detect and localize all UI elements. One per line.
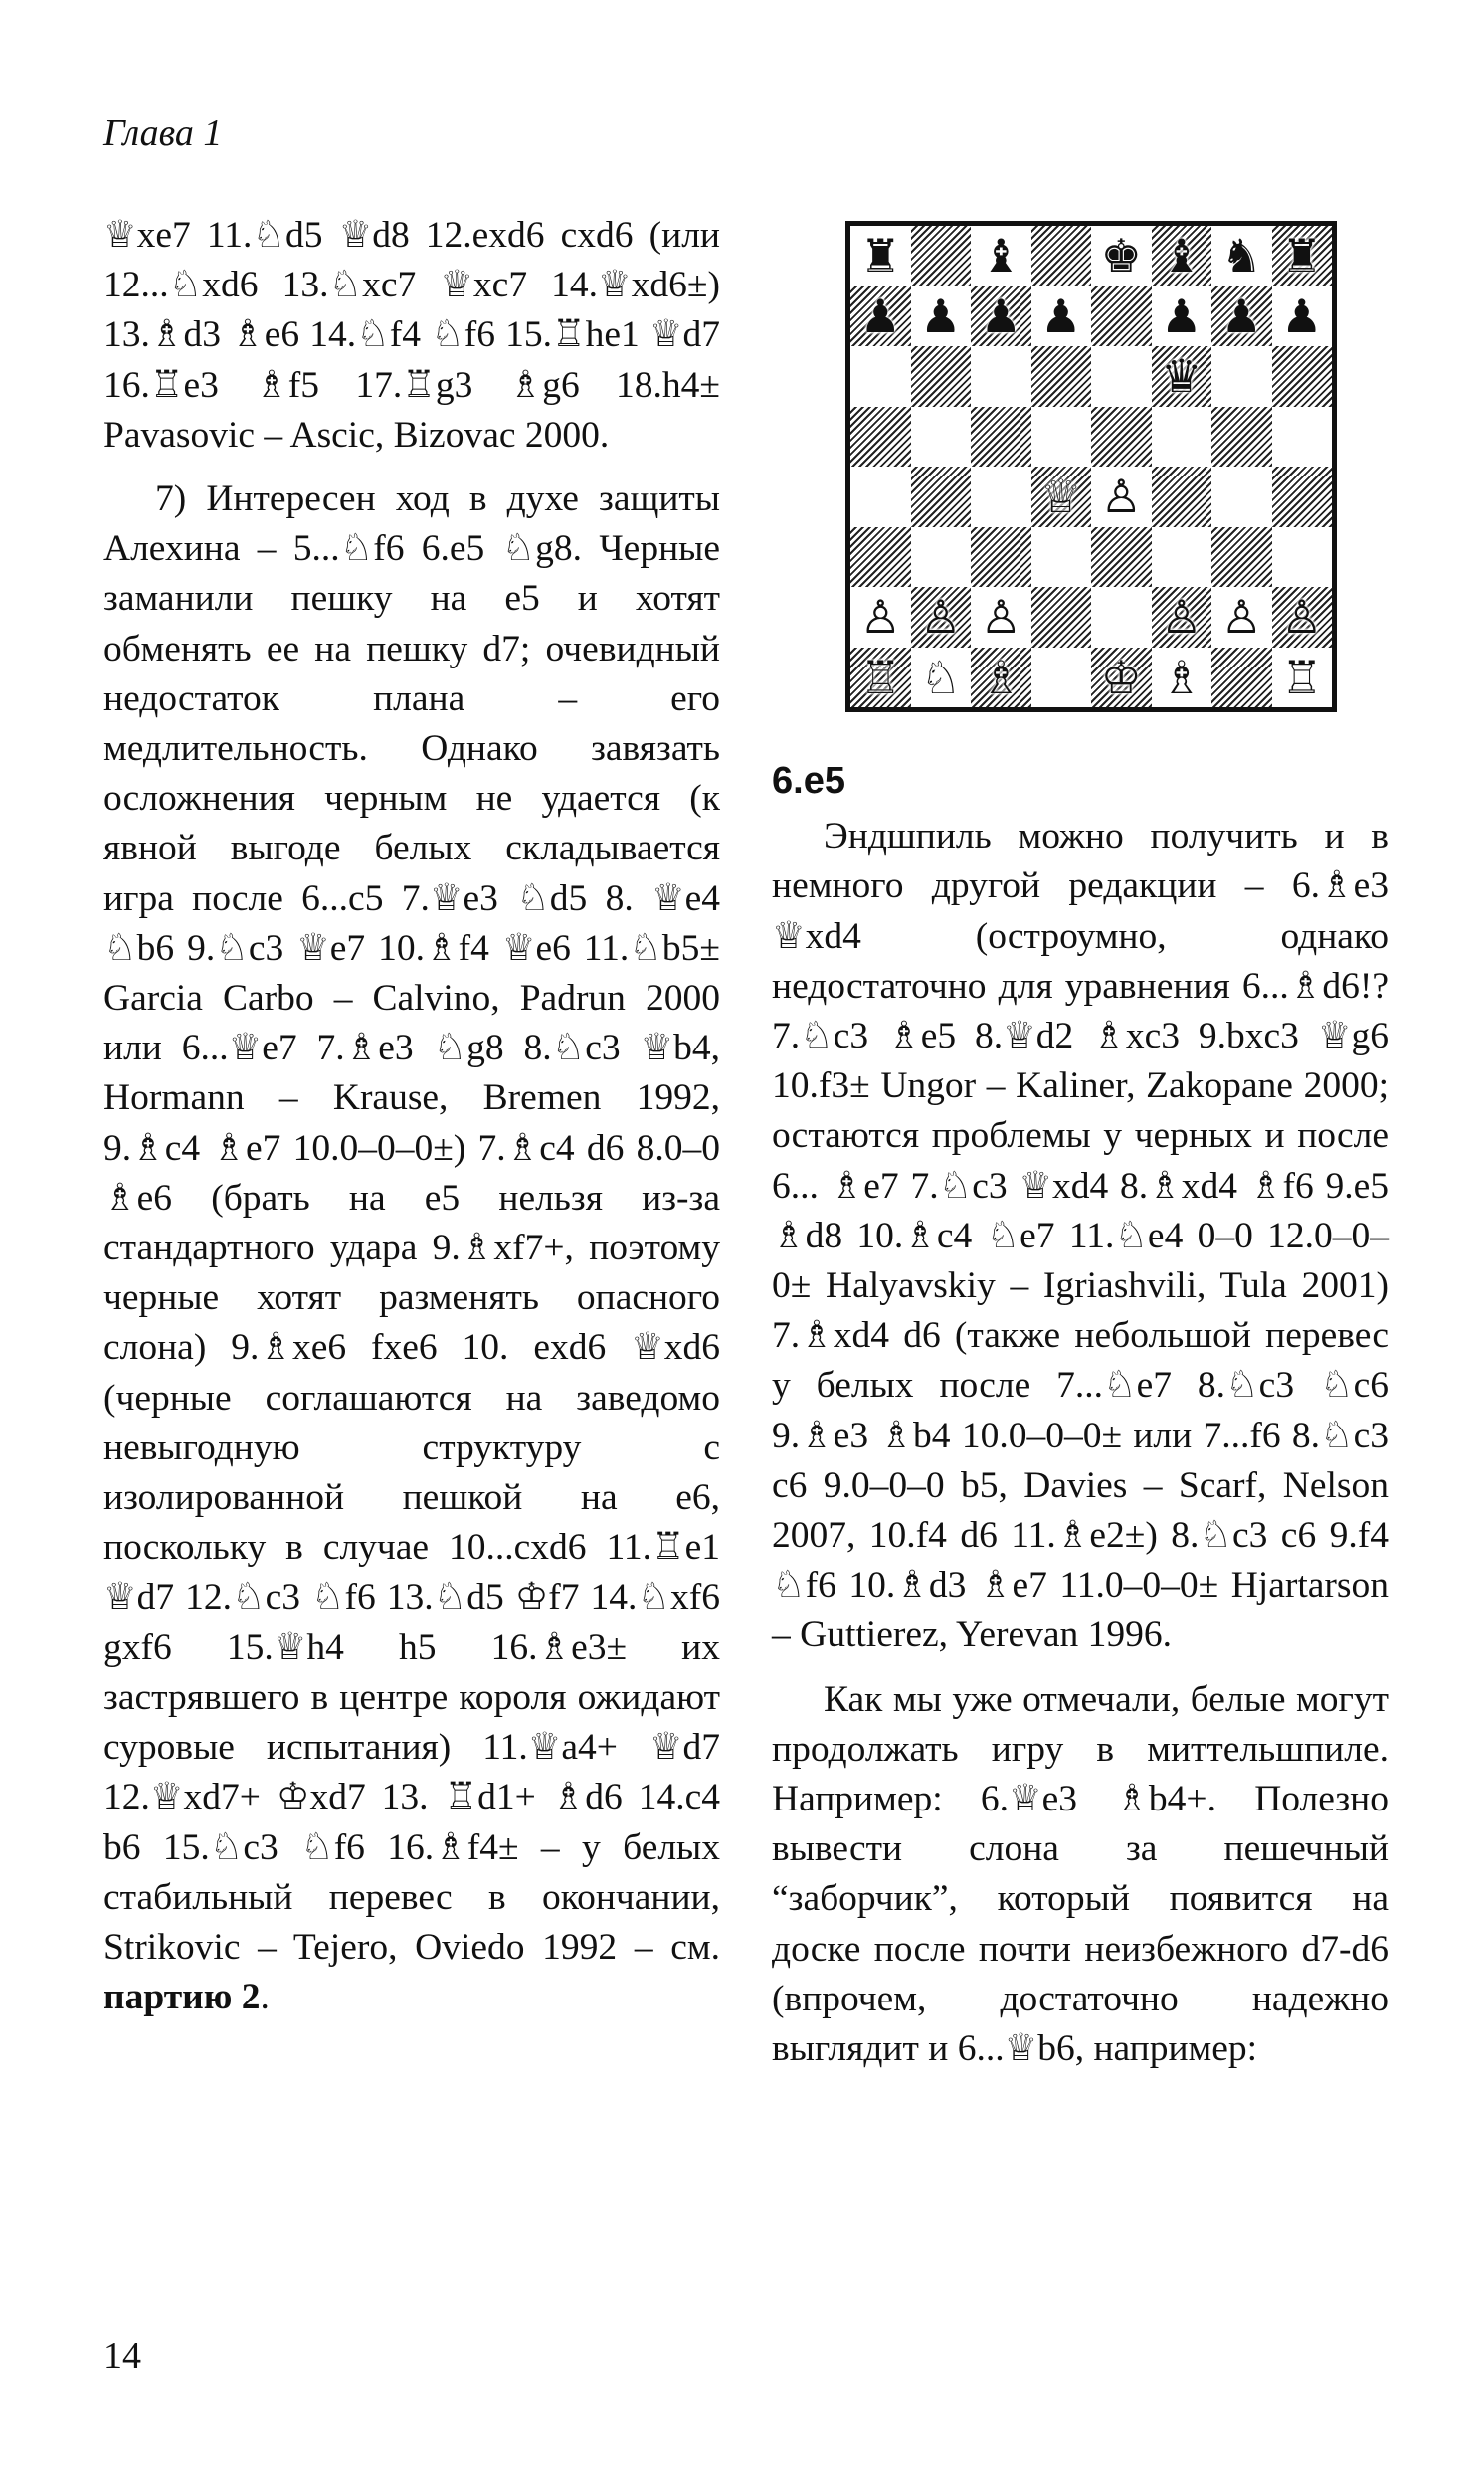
square-a2 [850, 587, 911, 648]
square-c5 [971, 407, 1031, 468]
square-e5 [1091, 407, 1152, 468]
square-d7 [1031, 286, 1092, 347]
square-h3 [1272, 527, 1333, 588]
square-h6 [1272, 346, 1333, 407]
paragraph: Как мы уже отмечали, белые могут продолжать игру в миттельшпиле. Например: 6.♕e3 ♗b4+. Полезно вывести слона за пешечный “заборчик”, который появится на доске после почти неизбежного d7-d6 (впрочем, достаточно надежно выглядит и 6...♕b6, например: [772, 1678, 1389, 2070]
chess-piece-icon: ♟ [859, 288, 901, 343]
square-d6 [1031, 346, 1092, 407]
chess-piece-icon: ♟ [920, 288, 962, 343]
square-f6 [1152, 346, 1212, 407]
square-e6 [1091, 346, 1152, 407]
square-d2 [1031, 587, 1092, 648]
paragraph: Эндшпиль можно получить и в немного другой редакции – 6.♗e3 ♕xd4 (остроумно, однако недостаточно для уравнения 6...♗d6!? 7.♘c3 ♗e5 8.♕d2 ♗xc3 9.bxc3 ♕g6 10.f3± Ungor – Kaliner, Zakopane 2000; остаются проблемы у черных и после 6... ♗e7 7.♘c3 ♕xd4 8.♗xd4 ♗f6 9.e5 ♗d8 10.♗c4 ♘e7 11.♘e4 0–0 12.0–0–0± Halyavskiy – Igriashvili, Tula 2001) 7.♗xd4 d6 (также небольшой перевес у белых после 7...♘e7 8.♘c3 ♘c6 9.♗e3 ♗b4 10.0–0–0± или 7...f6 8.♘c3 c6 9.0–0–0 b5, Davies – Scarf, Nelson 2007, 10.f4 d6 11.♗e2±) 8.♘c3 c6 9.f4 ♘f6 10.♗d3 ♗e7 11.0–0–0± Hjartarson – Guttierez, Yerevan 1996. [772, 816, 1389, 1656]
square-g6 [1211, 346, 1272, 407]
square-f8 [1152, 226, 1212, 286]
square-d8 [1031, 226, 1092, 286]
square-c8 [971, 226, 1031, 286]
square-a4 [850, 467, 911, 527]
square-h1 [1272, 648, 1333, 708]
square-b8 [911, 226, 972, 286]
square-h2 [1272, 587, 1333, 648]
square-e2 [1091, 587, 1152, 648]
square-e7 [1091, 286, 1152, 347]
square-a6 [850, 346, 911, 407]
square-h8 [1272, 226, 1333, 286]
square-c1 [971, 648, 1031, 708]
right-column [772, 756, 1389, 2074]
chess-piece-icon: ♜ [1281, 229, 1323, 284]
square-b4 [911, 467, 972, 527]
square-g7 [1211, 286, 1272, 347]
chess-piece-icon: ♖ [1281, 650, 1323, 704]
square-e4 [1091, 467, 1152, 527]
square-f5 [1152, 407, 1212, 468]
square-g3 [1211, 527, 1272, 588]
chapter-header: Глава 1 [103, 112, 223, 154]
square-h7 [1272, 286, 1333, 347]
chess-diagram [845, 221, 1337, 712]
chess-piece-icon: ♞ [1220, 229, 1262, 284]
game-reference: партию 2 [103, 1977, 261, 2018]
chess-piece-icon: ♟ [1161, 288, 1203, 343]
square-b6 [911, 346, 972, 407]
square-g1 [1211, 648, 1272, 708]
square-e3 [1091, 527, 1152, 588]
paragraph [103, 475, 720, 2022]
paragraph-text: 7) Интересен ход в духе защиты Алехина – 5...♘f6 6.e5 ♘g8. Черные заманили пешку на e5 и хотят обменять ее на пешку d7; очевидный недостаток плана – его медлительность. Однако завязать осложнения черным не удается (к явной выгоде белых складывается игра после 6...c5 7.♕e3 ♘d5 8. ♕e4 ♘b6 9.♘c3 ♕e7 10.♗f4 ♕e6 11.♘b5± Garcia Carbo – Calvino, Padrun 2000 или 6...♕e7 7.♗e3 ♘g8 8.♘c3 ♕b4, Hormann – Krause, Bremen 1992, 9.♗c4 ♗e7 10.0–0–0±) 7.♗c4 d6 8.0–0 ♗e6 (брать на e5 нельзя из-за стандартного удара 9.♗xf7+, поэтому черные хотят разменять опасного слона) 9.♗xe6 fxe6 10. exd6 ♕xd6 (черные соглашаются на заведомо невыгодную структуру с изолированной пешкой на e6, поскольку в случае 10...cxd6 11.♖e1 ♕d7 12.♘c3 ♘f6 13.♘d5 ♔f7 14.♘xf6 gxf6 15.♕h4 h5 16.♗e3± их застрявшего в центре короля ожидают суровые испытания) 11.♕a4+ ♕d7 12.♕xd7+ ♔xd7 13. ♖d1+ ♗d6 14.c4 b6 15.♘c3 ♘f6 16.♗f4± – у белых стабильный перевес в окончании, Strikovic – Tejero, Oviedo 1992 – см. [103, 478, 720, 1968]
square-d4 [1031, 467, 1092, 527]
move-heading: 6.e5 [772, 760, 845, 802]
chess-piece-icon: ♟ [980, 288, 1021, 343]
chess-piece-icon: ♕ [1040, 470, 1082, 524]
square-f7 [1152, 286, 1212, 347]
square-e1 [1091, 648, 1152, 708]
square-g8 [1211, 226, 1272, 286]
square-b7 [911, 286, 972, 347]
square-f3 [1152, 527, 1212, 588]
left-column [103, 211, 720, 2022]
chess-piece-icon: ♙ [1161, 590, 1203, 645]
square-b3 [911, 527, 972, 588]
square-f1 [1152, 648, 1212, 708]
chess-piece-icon: ♖ [859, 650, 901, 704]
square-a8 [850, 226, 911, 286]
square-f4 [1152, 467, 1212, 527]
square-f2 [1152, 587, 1212, 648]
chess-piece-icon: ♙ [859, 590, 901, 645]
square-a7 [850, 286, 911, 347]
square-c7 [971, 286, 1031, 347]
chess-piece-icon: ♘ [920, 650, 962, 704]
square-b1 [911, 648, 972, 708]
chess-piece-icon: ♙ [980, 590, 1021, 645]
chess-piece-icon: ♚ [1100, 229, 1142, 284]
square-c4 [971, 467, 1031, 527]
square-d3 [1031, 527, 1092, 588]
square-b2 [911, 587, 972, 648]
paragraph: ♕xe7 11.♘d5 ♕d8 12.exd6 cxd6 (или 12...♘xd6 13.♘xc7 ♕xc7 14.♕xd6±) 13.♗d3 ♗e6 14.♘f4 ♘f6 15.♖he1 ♕d7 16.♖e3 ♗f5 17.♖g3 ♗g6 18.h4± Pavasovic – Ascic, Bizovac 2000. [103, 215, 720, 456]
chess-piece-icon: ♙ [920, 590, 962, 645]
square-a3 [850, 527, 911, 588]
chess-piece-icon: ♗ [1161, 650, 1203, 704]
square-g5 [1211, 407, 1272, 468]
chess-piece-icon: ♛ [1161, 349, 1203, 404]
square-a1 [850, 648, 911, 708]
chess-piece-icon: ♝ [1161, 229, 1203, 284]
chess-piece-icon: ♔ [1100, 650, 1142, 704]
end-punctuation: . [260, 1977, 270, 2018]
square-h5 [1272, 407, 1333, 468]
square-e8 [1091, 226, 1152, 286]
square-g4 [1211, 467, 1272, 527]
square-h4 [1272, 467, 1333, 527]
chess-piece-icon: ♜ [859, 229, 901, 284]
square-c2 [971, 587, 1031, 648]
chess-piece-icon: ♙ [1220, 590, 1262, 645]
chess-piece-icon: ♟ [1281, 288, 1323, 343]
square-c3 [971, 527, 1031, 588]
chess-piece-icon: ♙ [1100, 470, 1142, 524]
chess-piece-icon: ♟ [1040, 288, 1082, 343]
square-d1 [1031, 648, 1092, 708]
square-a5 [850, 407, 911, 468]
chess-piece-icon: ♟ [1220, 288, 1262, 343]
square-g2 [1211, 587, 1272, 648]
page-number: 14 [103, 2335, 141, 2377]
square-b5 [911, 407, 972, 468]
chess-piece-icon: ♗ [980, 650, 1021, 704]
chess-piece-icon: ♝ [980, 229, 1021, 284]
chess-piece-icon: ♙ [1281, 590, 1323, 645]
square-c6 [971, 346, 1031, 407]
square-d5 [1031, 407, 1092, 468]
